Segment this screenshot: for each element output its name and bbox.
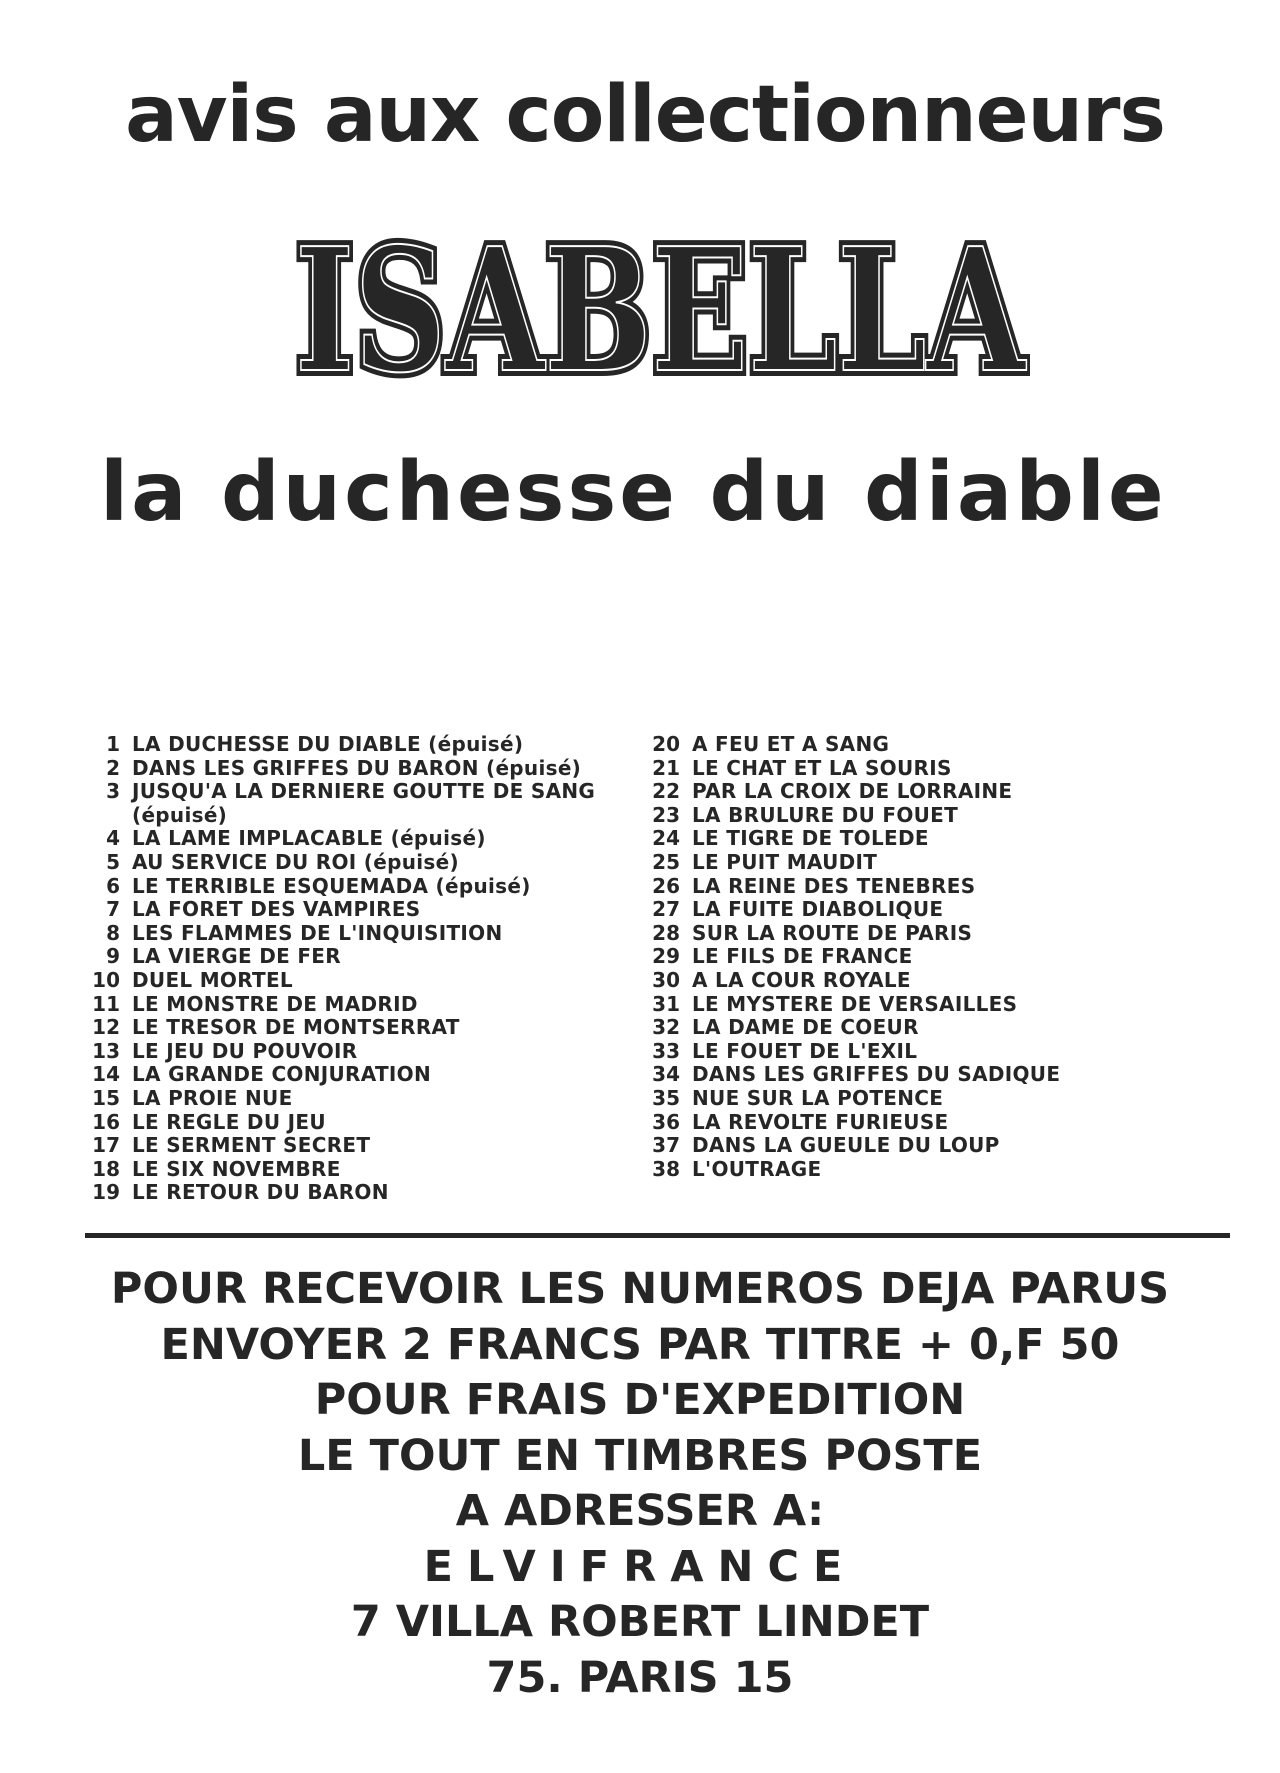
issue-list-item <box>88 922 648 946</box>
issue-title: LA BRULURE DU FOUET <box>692 802 959 827</box>
issue-title: DUEL MORTEL <box>132 967 293 992</box>
issue-number: 7 <box>106 897 120 922</box>
footer-line: A ADRESSER A: <box>455 1486 825 1536</box>
issue-title: DANS LA GUEULE DU LOUP <box>692 1133 1000 1158</box>
issue-number: 31 <box>652 991 680 1016</box>
issue-number: 22 <box>652 779 680 804</box>
issue-list-item <box>648 993 1208 1017</box>
issue-title: LE TRESOR DE MONTSERRAT <box>132 1015 460 1040</box>
issue-number: 2 <box>106 755 120 780</box>
issue-number: 38 <box>652 1156 680 1181</box>
issue-list-item <box>648 1111 1208 1135</box>
issue-list-item <box>88 875 648 899</box>
issue-number: 14 <box>92 1062 120 1087</box>
issue-list-item <box>88 1181 648 1205</box>
issue-number: 15 <box>92 1085 120 1110</box>
issue-title: LE SERMENT SECRET <box>132 1133 371 1158</box>
footer-line: ENVOYER 2 FRANCS PAR TITRE + 0,F 50 <box>160 1319 1120 1370</box>
issue-number: 9 <box>106 944 120 969</box>
subtitle-duchesse: la duchesse du diable <box>100 445 1167 540</box>
issue-title: LE RETOUR DU BARON <box>132 1180 389 1205</box>
issue-title: LES FLAMMES DE L'INQUISITION <box>132 920 503 945</box>
issue-title: LE PUIT MAUDIT <box>692 849 878 874</box>
issue-number: 34 <box>652 1062 680 1087</box>
issue-number: 12 <box>92 1015 120 1040</box>
issue-list-item <box>88 780 648 804</box>
issue-list-item <box>88 804 648 828</box>
publisher-name: ELVIFRANCE <box>423 1541 857 1592</box>
issue-list-item <box>648 851 1208 875</box>
issue-title: DANS LES GRIFFES DU SADIQUE <box>692 1062 1061 1087</box>
issue-list-item <box>88 1040 648 1064</box>
issue-title: LE FOUET DE L'EXIL <box>692 1038 918 1063</box>
issue-number: 36 <box>652 1109 680 1134</box>
issue-list-item <box>88 898 648 922</box>
issue-list-item <box>648 898 1208 922</box>
issue-number: 3 <box>106 779 120 804</box>
issue-title: LE FILS DE FRANCE <box>692 944 913 969</box>
issue-number: 11 <box>92 991 120 1016</box>
issue-number: 32 <box>652 1015 680 1040</box>
issue-title: PAR LA CROIX DE LORRAINE <box>692 779 1013 804</box>
issue-number: 21 <box>652 755 680 780</box>
issue-number: 28 <box>652 920 680 945</box>
issue-title: LA FORET DES VAMPIRES <box>132 897 421 922</box>
issue-number: 17 <box>92 1133 120 1158</box>
issue-list-item <box>648 1016 1208 1040</box>
issue-list-item <box>648 827 1208 851</box>
issue-list-item <box>648 969 1208 993</box>
issue-title: DANS LES GRIFFES DU BARON (épuisé) <box>132 755 582 780</box>
issue-number: 37 <box>652 1133 680 1158</box>
order-instructions <box>40 1262 1240 1706</box>
issue-title: LA REINE DES TENEBRES <box>692 873 976 898</box>
issue-title: LA LAME IMPLACABLE (épuisé) <box>132 826 486 851</box>
issue-title: LE SIX NOVEMBRE <box>132 1156 341 1181</box>
issue-number: 23 <box>652 802 680 827</box>
issue-list-item <box>648 1087 1208 1111</box>
issue-number: 4 <box>106 826 120 851</box>
issue-number: 25 <box>652 849 680 874</box>
issue-title: LA FUITE DIABOLIQUE <box>692 897 944 922</box>
issue-list-item <box>648 875 1208 899</box>
publisher-city: 75. PARIS 15 <box>486 1652 794 1703</box>
issue-list-left <box>88 733 648 1205</box>
issue-title: LA GRANDE CONJURATION <box>132 1062 431 1087</box>
issue-number: 5 <box>106 849 120 874</box>
issue-list-item <box>648 804 1208 828</box>
issue-list-item <box>648 1134 1208 1158</box>
issue-number: 8 <box>106 920 120 945</box>
issue-list-item <box>88 757 648 781</box>
issue-title: A FEU ET A SANG <box>692 732 890 756</box>
issue-list-item <box>648 1040 1208 1064</box>
footer-line: LE TOUT EN TIMBRES POSTE <box>297 1430 983 1481</box>
isabella-logo-outline: ISABELLA <box>295 220 1027 395</box>
issue-number: 10 <box>92 967 120 992</box>
divider-rule <box>85 1233 1230 1238</box>
issue-title: NUE SUR LA POTENCE <box>692 1085 944 1110</box>
issue-title: LE CHAT ET LA SOURIS <box>692 755 952 780</box>
issue-list-item <box>88 945 648 969</box>
issue-list-item <box>88 993 648 1017</box>
publisher-street: 7 VILLA ROBERT LINDET <box>350 1597 930 1647</box>
issue-list-item <box>88 827 648 851</box>
issue-title: (épuisé) <box>132 802 228 827</box>
issue-number: 20 <box>652 732 680 756</box>
issue-list-item <box>88 851 648 875</box>
issue-list-item <box>88 1134 648 1158</box>
issue-list-item <box>88 1158 648 1182</box>
issue-number: 24 <box>652 826 680 851</box>
issue-number: 30 <box>652 967 680 992</box>
issue-list-item <box>88 1087 648 1111</box>
issue-list-item <box>88 733 648 757</box>
issue-number: 16 <box>92 1109 120 1134</box>
issue-title: LE MYSTERE DE VERSAILLES <box>692 991 1018 1016</box>
issue-number: 1 <box>106 732 120 756</box>
footer-line: POUR RECEVOIR LES NUMEROS DEJA PARUS <box>110 1264 1170 1314</box>
issue-number: 26 <box>652 873 680 898</box>
issue-title: LE MONSTRE DE MADRID <box>132 991 418 1016</box>
headline-collectors-notice: avis aux collectionneurs <box>125 70 1165 160</box>
issue-number: 35 <box>652 1085 680 1110</box>
issue-list-item <box>648 780 1208 804</box>
issue-title: LE JEU DU POUVOIR <box>132 1038 358 1063</box>
issue-list-item <box>88 1063 648 1087</box>
issue-number: 27 <box>652 897 680 922</box>
issue-title: LA DAME DE COEUR <box>692 1015 919 1040</box>
isabella-logo-fill: ISABELLA <box>295 220 1027 395</box>
issue-list-item <box>88 969 648 993</box>
issue-number: 19 <box>92 1180 120 1205</box>
issue-number: 33 <box>652 1038 680 1063</box>
issue-list-item <box>648 733 1208 757</box>
issue-list-item <box>648 922 1208 946</box>
issue-title: LA PROIE NUE <box>132 1085 293 1110</box>
issue-number: 6 <box>106 873 120 898</box>
issue-title: AU SERVICE DU ROI (épuisé) <box>132 849 459 874</box>
issue-number: 18 <box>92 1156 120 1181</box>
issue-list-item <box>88 1111 648 1135</box>
issue-title: LA VIERGE DE FER <box>132 944 341 969</box>
issue-number: 29 <box>652 944 680 969</box>
isabella-logo <box>290 220 1030 395</box>
issue-title: LE REGLE DU JEU <box>132 1109 326 1134</box>
issue-number: 13 <box>92 1038 120 1063</box>
issue-title: JUSQU'A LA DERNIERE GOUTTE DE SANG <box>132 779 596 804</box>
issue-list-right <box>648 733 1208 1181</box>
issue-list-item <box>648 1158 1208 1182</box>
footer-line: POUR FRAIS D'EXPEDITION <box>314 1375 966 1425</box>
issue-title: LE TIGRE DE TOLEDE <box>692 826 929 851</box>
issue-title: LA DUCHESSE DU DIABLE (épuisé) <box>132 732 524 756</box>
issue-title: A LA COUR ROYALE <box>692 967 911 992</box>
issue-list-item <box>648 1063 1208 1087</box>
issue-list-item <box>648 945 1208 969</box>
issue-list-item <box>648 757 1208 781</box>
issue-title: SUR LA ROUTE DE PARIS <box>692 920 973 945</box>
issue-title: L'OUTRAGE <box>692 1156 822 1181</box>
issue-title: LE TERRIBLE ESQUEMADA (épuisé) <box>132 873 531 898</box>
issue-list-item <box>88 1016 648 1040</box>
issue-title: LA REVOLTE FURIEUSE <box>692 1109 949 1134</box>
